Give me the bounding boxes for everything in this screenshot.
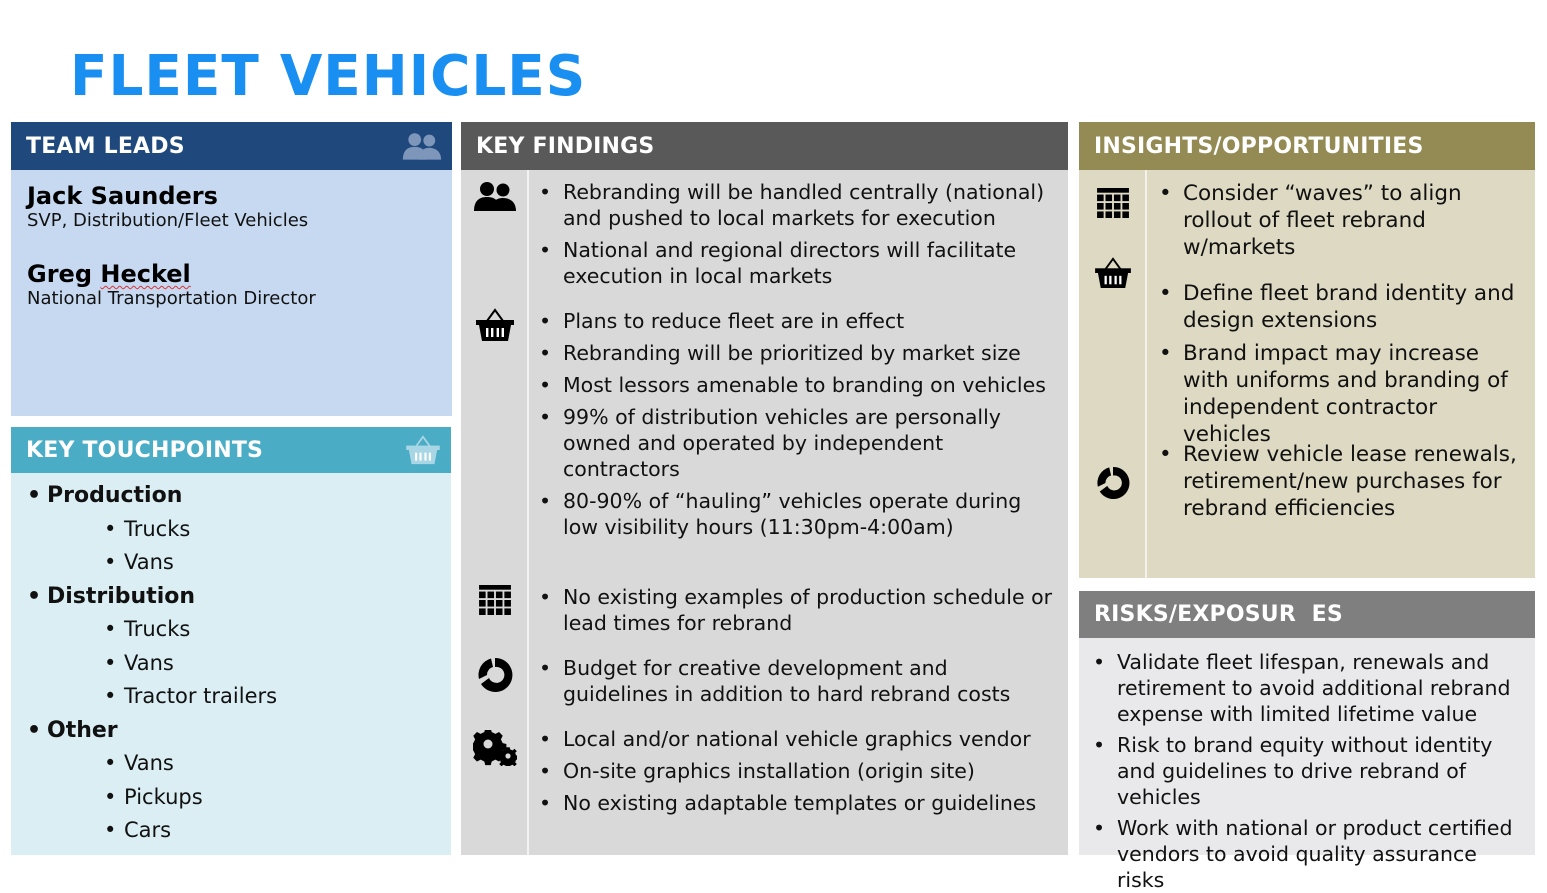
- basket-icon: [1079, 257, 1147, 289]
- lead-item: [27, 260, 436, 310]
- people-icon: [461, 180, 529, 212]
- key-findings-body: [461, 170, 1068, 855]
- insights-panel: [1079, 122, 1535, 578]
- basket-icon: [405, 435, 441, 465]
- finding-text: Plans to reduce fleet are in effect: [563, 309, 905, 333]
- touchpoint-item-label: Vans: [124, 550, 174, 574]
- finding-bullet: • Local and/or national vehicle graphics vendor: [539, 727, 1031, 751]
- touchpoint-group: • Production: [27, 479, 435, 513]
- finding-bullet: • On-site graphics installation (origin site): [539, 759, 975, 783]
- risk-bullet: • Risk to brand equity without identity and guidelines to drive rebrand of vehicles: [1093, 732, 1521, 810]
- finding-bullet: • 99% of distribution vehicles are personally owned and operated by independent contractors: [539, 404, 1056, 482]
- insights-title: INSIGHTS/OPPORTUNITIES: [1094, 133, 1424, 159]
- key-touchpoints-title: KEY TOUCHPOINTS: [26, 437, 264, 463]
- touchpoint-group-label: Distribution: [47, 583, 196, 609]
- insight-bullet: • Review vehicle lease renewals, retirement/new purchases for rebrand efficiencies: [1159, 441, 1523, 522]
- touchpoint-item-label: Trucks: [124, 617, 191, 641]
- lead-last-name: Heckel: [100, 260, 191, 288]
- lead-first-name: Greg: [27, 260, 92, 288]
- touchpoint-group-label: Other: [47, 717, 118, 743]
- touchpoint-item: • Trucks: [27, 613, 435, 647]
- gears-icon: [461, 730, 529, 766]
- touchpoint-item-label: Pickups: [124, 784, 203, 809]
- touchpoint-group: • Other: [27, 714, 435, 748]
- finding-bullet: • Rebranding will be prioritized by market size: [539, 341, 1021, 365]
- risks-body: [1079, 638, 1535, 892]
- lead-item: [27, 182, 436, 232]
- lead-role: National Transportation Director: [27, 288, 316, 309]
- insight-text: Define fleet brand identity and design extensions: [1183, 281, 1515, 333]
- insight-group: [1159, 180, 1523, 261]
- insights-body: [1079, 170, 1535, 578]
- key-findings-panel: [461, 122, 1068, 855]
- finding-text: National and regional directors will facilitate execution in local markets: [563, 238, 1017, 288]
- finding-text: Budget for creative development and guidelines in addition to hard rebrand costs: [563, 656, 1011, 706]
- finding-bullet: • No existing adaptable templates or guidelines: [539, 791, 1037, 815]
- touchpoint-item-label: Vans: [124, 751, 174, 775]
- finding-bullet: • No existing examples of production schedule or lead times for rebrand: [539, 584, 1056, 636]
- team-leads-title: TEAM LEADS: [26, 133, 185, 159]
- finding-text: Local and/or national vehicle graphics vendor: [563, 727, 1031, 751]
- touchpoint-item: • Vans: [27, 546, 435, 580]
- lead-role: SVP, Distribution/Fleet Vehicles: [27, 210, 309, 231]
- touchpoint-item-label: Trucks: [124, 516, 191, 541]
- finding-text: Rebranding will be prioritized by market size: [563, 341, 1021, 365]
- insight-bullet: • Brand impact may increase with uniforms and branding of independent contractor vehicles: [1159, 340, 1523, 448]
- risks-panel: [1079, 591, 1535, 892]
- finding-bullet: • Budget for creative development and guidelines in addition to hard rebrand costs: [539, 655, 1056, 707]
- finding-group: [539, 584, 1056, 636]
- touchpoint-item: • Vans: [27, 647, 435, 681]
- touchpoint-item: • Tractor trailers: [27, 680, 435, 714]
- calendar-grid-icon: [1079, 188, 1147, 218]
- risk-bullet: • Validate fleet lifespan, renewals and retirement to avoid additional rebrand expense with limited lifetime value: [1093, 649, 1521, 727]
- finding-group: [539, 726, 1056, 816]
- touchpoint-group: • Distribution: [27, 580, 435, 614]
- finding-group: [539, 179, 1056, 289]
- finding-text: 80-90% of “hauling” vehicles operate during low visibility hours (11:30pm-4:00am): [563, 489, 1022, 539]
- insight-text: Brand impact may increase with uniforms and branding of independent contractor vehicles: [1183, 341, 1508, 447]
- finding-group: [539, 655, 1056, 707]
- insight-bullet: • Define fleet brand identity and design extensions: [1159, 280, 1523, 334]
- people-icon: [402, 131, 442, 161]
- touchpoint-item: • Pickups: [27, 781, 435, 815]
- finding-bullet: • Most lessors amenable to branding on vehicles: [539, 373, 1046, 397]
- finding-text: On-site graphics installation (origin site): [563, 759, 975, 783]
- cycle-ring-icon: [461, 657, 529, 693]
- team-leads-panel: [11, 122, 452, 416]
- icon-column: [461, 170, 529, 855]
- finding-text: No existing examples of production schedule or lead times for rebrand: [563, 585, 1053, 635]
- risk-text: Risk to brand equity without identity and guidelines to drive rebrand of vehicles: [1117, 733, 1493, 809]
- risk-text: Work with national or product certified vendors to avoid quality assurance risks: [1117, 816, 1513, 892]
- touchpoint-item-label: Tractor trailers: [124, 684, 278, 708]
- team-leads-body: [11, 170, 452, 416]
- finding-bullet: • Plans to reduce fleet are in effect: [539, 309, 905, 333]
- key-touchpoints-header: [11, 427, 451, 473]
- insight-bullet: • Consider “waves” to align rollout of fleet rebrand w/markets: [1159, 180, 1523, 261]
- insights-header: [1079, 122, 1535, 170]
- calendar-grid-icon: [461, 585, 529, 615]
- insight-group: [1159, 441, 1523, 522]
- page-title: FLEET VEHICLES: [70, 44, 587, 109]
- touchpoint-item-label: Cars: [124, 818, 172, 842]
- risks-title: RISKS/EXPOSUR ES: [1094, 602, 1343, 627]
- finding-bullet: • National and regional directors will facilitate execution in local markets: [539, 237, 1056, 289]
- icon-column: [1079, 170, 1147, 578]
- finding-text: 99% of distribution vehicles are personally owned and operated by independent contractors: [563, 405, 1001, 481]
- lead-name: [27, 182, 436, 210]
- touchpoint-item: • Vans: [27, 747, 435, 781]
- finding-bullet: • Rebranding will be handled centrally (national) and pushed to local markets for execution: [539, 179, 1056, 231]
- touchpoint-group-label: Production: [47, 483, 183, 508]
- cycle-ring-icon: [1079, 466, 1147, 500]
- risks-header: [1079, 591, 1535, 638]
- risk-bullet: • Work with national or product certified vendors to avoid quality assurance risks: [1093, 815, 1521, 893]
- key-touchpoints-panel: [11, 427, 451, 855]
- insight-group: [1159, 280, 1523, 448]
- finding-text: Rebranding will be handled centrally (national) and pushed to local markets for execution: [563, 180, 1045, 230]
- insight-text: Consider “waves” to align rollout of fleet rebrand w/markets: [1183, 181, 1462, 260]
- team-leads-header: [11, 122, 452, 170]
- lead-name: [27, 260, 436, 288]
- key-touchpoints-body: [11, 473, 451, 855]
- touchpoint-item: • Trucks: [27, 513, 435, 547]
- finding-text: Most lessors amenable to branding on vehicles: [563, 373, 1046, 397]
- basket-icon: [461, 308, 529, 342]
- touchpoint-item: • Cars: [27, 814, 435, 848]
- lead-first-name: Jack: [27, 182, 83, 210]
- key-findings-title: KEY FINDINGS: [476, 133, 655, 159]
- lead-last-name: Saunders: [90, 182, 218, 210]
- finding-bullet: • 80-90% of “hauling” vehicles operate during low visibility hours (11:30pm-4:00am): [539, 488, 1056, 540]
- risk-text: Validate fleet lifespan, renewals and retirement to avoid additional rebrand expense with limited lifetime value: [1117, 650, 1511, 726]
- insight-text: Review vehicle lease renewals, retirement/new purchases for rebrand efficiencies: [1183, 442, 1517, 521]
- finding-group: [539, 308, 1056, 540]
- finding-text: No existing adaptable templates or guidelines: [563, 791, 1037, 815]
- key-findings-header: [461, 122, 1068, 170]
- touchpoint-item-label: Vans: [124, 650, 174, 675]
